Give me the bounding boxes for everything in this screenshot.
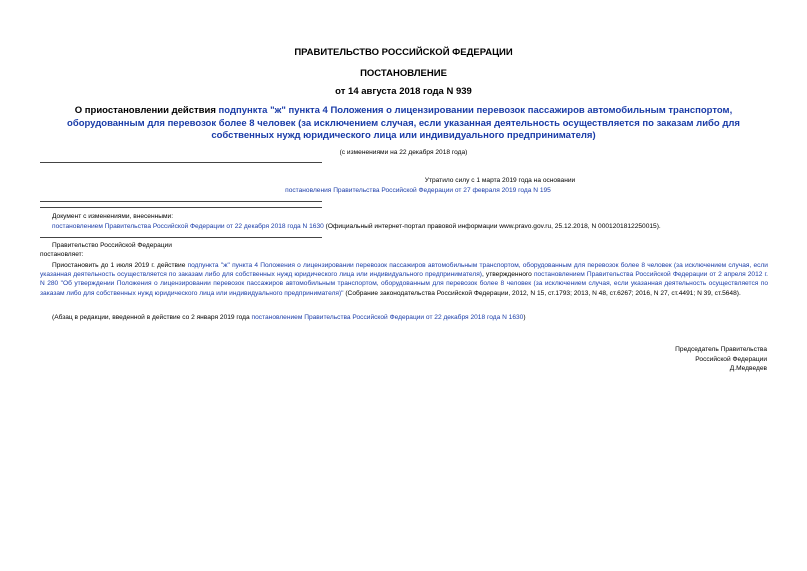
divider (40, 201, 322, 202)
body-paragraph-2 (52, 313, 768, 322)
signature-title: Председатель Правительства (675, 346, 767, 353)
p1-end: (Собрание законодательства Российской Федерации, 2012, N 15, ст.1793; 2013, N 48, ст.6267; 2016, N 27, ст.4491; N 39, ст.5648). (343, 289, 741, 297)
body-paragraph-1 (40, 261, 768, 298)
government-heading: ПРАВИТЕЛЬСТВО РОССИЙСКОЙ ФЕДЕРАЦИИ (294, 47, 513, 58)
p1-start: Приостановить до 1 июля 2019 г. действие (52, 262, 188, 269)
body-gov: Правительство Российской Федерации (52, 242, 172, 249)
title-prefix: О приостановлении действия (74, 105, 219, 116)
divider (40, 207, 322, 208)
changes-link[interactable]: постановлением Правительства Российской Федерации от 22 декабря 2018 года N 1630 (52, 223, 324, 230)
p1-mid: , утвержденного (481, 271, 534, 279)
document-type: ПОСТАНОВЛЕНИЕ (360, 68, 447, 79)
p2-start: (Абзац в редакции, введенной в действие со 2 января 2019 года (52, 314, 252, 321)
amendment-note: (с изменениями на 22 декабря 2018 года) (339, 149, 468, 156)
document-title (40, 105, 767, 143)
document-date-number: от 14 августа 2018 года N 939 (335, 86, 472, 97)
p1-link-subpoint[interactable]: подпункта "ж" пункта 4 Положения о лицензировании перевозок пассажиров автомобильным транспортом, оборудованным для перевозок более 8 человек (за исключением случая, если указанная деятельность осуществляется по заказам либо для собственных нужд юридического лица или индивидуального предпринимателя) (40, 262, 768, 279)
body-resolves: постановляет: (40, 251, 84, 258)
changes-line (52, 222, 768, 231)
p1-link-resolution[interactable]: постановлением Правительства Российской Федерации от 2 апреля 2012 г. N 280 "Об утверждении Положения о лицензировании перевозок пассажиров автомобильным транспортом, оборудованным для перевозок более 8 человек (за исключением случая, если указанная деятельность осуществляется по заказам либо для собственных нужд юридического лица или индивидуального предпринимателя)" (40, 271, 768, 297)
changes-source: (Официальный интернет-портал правовой информации www.pravo.gov.ru, 25.12.2018, N 0001201812250015). (323, 223, 661, 230)
divider (40, 162, 322, 163)
p2-link[interactable]: постановлением Правительства Российской Федерации от 22 декабря 2018 года N 1630 (251, 314, 524, 321)
changes-label: Документ с изменениями, внесенными: (52, 213, 174, 220)
p2-end: ) (523, 314, 526, 321)
signature-title-2: Российской Федерации (695, 356, 767, 363)
lost-force-text: Утратило силу с 1 марта 2019 года на основании (424, 177, 576, 184)
title-link[interactable]: подпункта "ж" пункта 4 Положения о лицензировании перевозок пассажиров автомобильным транспортом, оборудованным для перевозок более 8 человек (за исключением случая, если указанная деятельность осуществляется по заказам либо для собственных нужд юридического лица или индивидуального предпринимателя) (67, 105, 740, 141)
divider (40, 237, 322, 238)
lost-force-link[interactable]: постановления Правительства Российской Федерации от 27 февраля 2019 года N 195 (285, 187, 551, 194)
signature-name: Д.Медведев (729, 365, 767, 372)
